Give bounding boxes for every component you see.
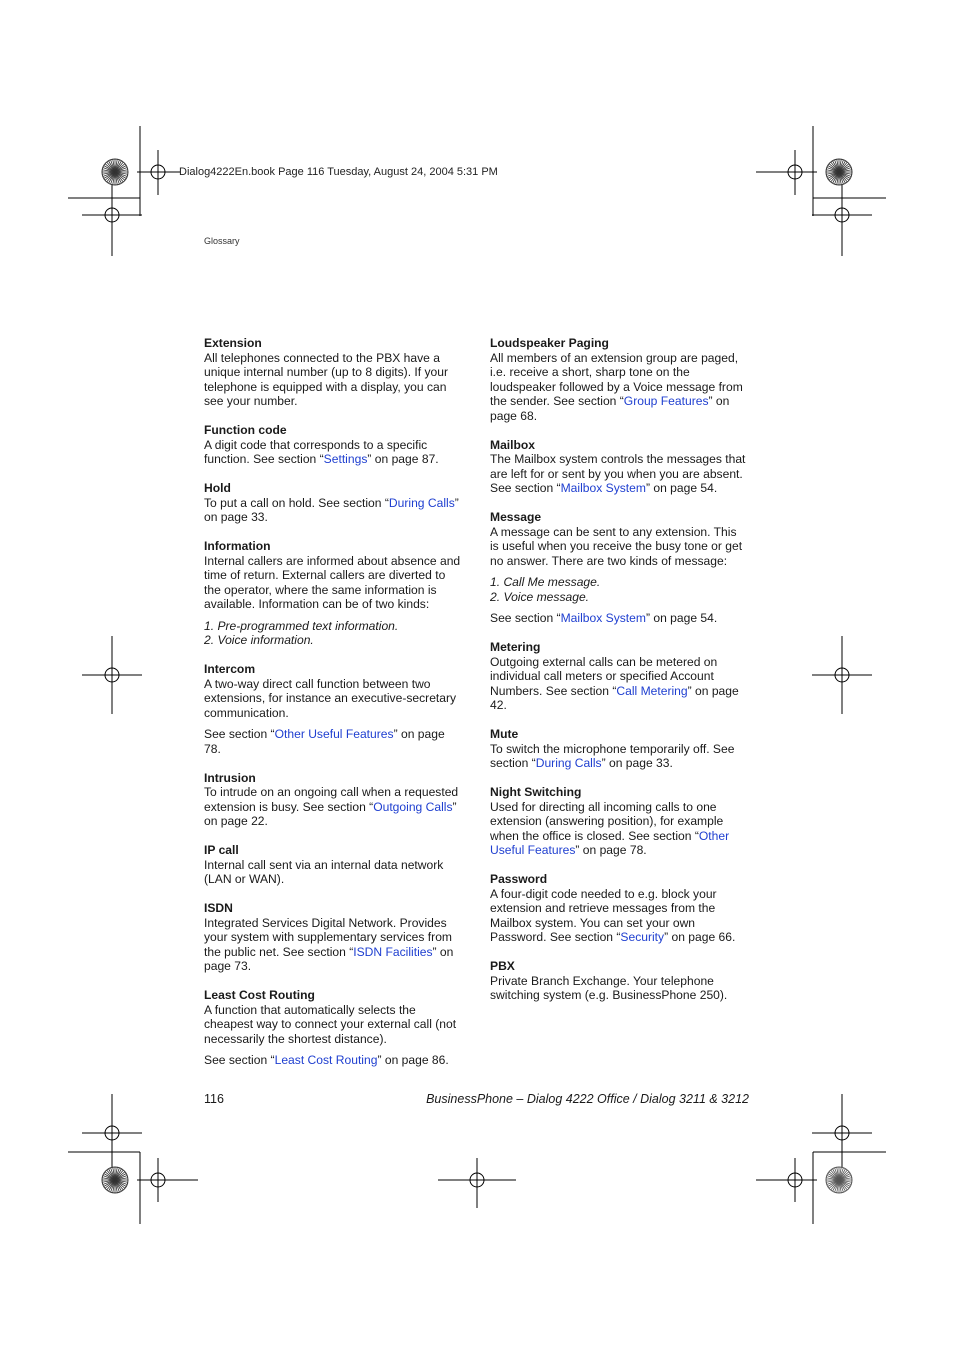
definition-text: To intrude on an ongoing call when a requested extension is busy. See section “	[204, 785, 459, 814]
glossary-term: Loudspeaker Paging	[490, 336, 609, 350]
glossary-definition	[204, 1003, 462, 1068]
glossary-term: Intrusion	[204, 770, 256, 785]
definition-list	[204, 619, 462, 648]
cross-reference-link[interactable]: Settings	[323, 452, 368, 466]
glossary-entry	[204, 843, 462, 887]
definition-text: ” on page 87.	[367, 452, 439, 466]
registration-starburst-icon	[826, 1167, 852, 1193]
glossary-entry	[490, 438, 748, 496]
glossary-definition	[490, 655, 748, 713]
glossary-term: Metering	[490, 640, 541, 654]
glossary-entry	[204, 988, 462, 1068]
definition-paragraph	[490, 887, 748, 945]
cross-reference-link[interactable]: Call Metering	[616, 683, 688, 698]
definition-paragraph	[490, 351, 748, 424]
glossary-entry	[204, 423, 462, 467]
glossary-entry	[204, 481, 462, 525]
glossary-entry	[490, 336, 748, 423]
glossary-definition	[204, 858, 462, 887]
definition-text: ” on page 54.	[645, 611, 718, 625]
definition-text: ” on page 68.	[490, 394, 730, 423]
definition-paragraph	[490, 742, 748, 771]
cross-reference-link[interactable]: During Calls	[535, 756, 602, 770]
definition-text: ” on page 78.	[204, 727, 445, 756]
glossary-definition	[204, 554, 462, 648]
glossary-definition	[204, 677, 462, 757]
definition-text: ” on page 33.	[601, 756, 673, 770]
definition-text: See section “	[490, 611, 561, 625]
definition-paragraph	[490, 655, 748, 713]
definition-text: See section “	[204, 727, 275, 741]
definition-text: ” on page 54.	[645, 481, 718, 495]
definition-text: ” on page 33.	[204, 495, 459, 524]
definition-paragraph	[204, 785, 462, 829]
glossary-entry	[204, 539, 462, 648]
glossary-term: Extension	[204, 336, 262, 350]
cross-reference-link[interactable]: Least Cost Routing	[274, 1053, 378, 1067]
list-item: 2. Voice message.	[490, 589, 590, 604]
definition-text: A function that automatically selects the cheapest way to connect your external call (not necessarily the shortest distance).	[204, 1002, 457, 1046]
definition-text: ” on page 86.	[377, 1053, 449, 1067]
cross-reference-link[interactable]: Security	[620, 930, 665, 944]
definition-text: Integrated Services Digital Network. Provides your system with supplementary services from the public net. See section “	[204, 915, 452, 959]
glossary-term: Least Cost Routing	[204, 988, 315, 1002]
glossary-entry	[490, 510, 748, 626]
glossary-term: Mailbox	[490, 437, 536, 452]
definition-text: ” on page 78.	[575, 843, 647, 857]
definition-paragraph	[204, 438, 462, 467]
glossary-term: ISDN	[204, 901, 233, 915]
definition-paragraph	[204, 351, 462, 409]
definition-paragraph	[204, 496, 462, 525]
glossary-column-right	[490, 336, 748, 1017]
glossary-term: Function code	[204, 423, 287, 437]
definition-text: To switch the microphone temporarily off. See section “	[490, 741, 735, 770]
definition-text: A four-digit code needed to e.g. block your extension and retrieve messages from the Mailbox system. You can set your own Password. See section “	[490, 886, 717, 944]
definition-paragraph	[490, 452, 748, 496]
definition-text: All members of an extension group are paged, i.e. receive a short, sharp tone on the loudspeaker followed by a Voice message from the sender. See section “	[490, 350, 743, 408]
definition-paragraph	[204, 727, 462, 756]
glossary-definition	[490, 525, 748, 626]
glossary-definition	[204, 496, 462, 525]
cross-reference-link[interactable]: During Calls	[388, 495, 455, 510]
cross-reference-link[interactable]: Outgoing Calls	[373, 799, 453, 814]
glossary-definition	[490, 452, 748, 496]
book-title: BusinessPhone – Dialog 4222 Office / Dialog 3211 & 3212	[426, 1092, 749, 1106]
glossary-definition	[204, 351, 462, 409]
cross-reference-link[interactable]: ISDN Facilities	[353, 944, 433, 959]
section-label: Glossary	[204, 236, 240, 246]
glossary-term: Night Switching	[490, 785, 582, 799]
glossary-entry	[490, 872, 748, 945]
definition-text: Internal callers are informed about absence and time of return. External callers are diverted to the operator, where the same information is available. Information can be of two kinds:	[204, 553, 461, 611]
definition-paragraph	[204, 858, 462, 887]
cross-reference-link[interactable]: Group Features	[623, 394, 709, 408]
definition-text: A digit code that corresponds to a specific function. See section “	[204, 437, 428, 466]
glossary-entry	[204, 771, 462, 829]
glossary-term: IP call	[204, 843, 239, 857]
definition-paragraph	[490, 800, 748, 858]
definition-text: Outgoing external calls can be metered on individual call meters or specified Account Numbers. See section “	[490, 654, 718, 698]
definition-list	[490, 575, 748, 604]
glossary-entry	[204, 901, 462, 974]
page-number: 116	[204, 1092, 224, 1106]
glossary-term: Message	[490, 510, 542, 524]
definition-text: ” on page 73.	[204, 944, 454, 973]
glossary-column-left	[204, 336, 462, 1082]
list-item: 1. Pre-programmed text information.	[204, 618, 399, 633]
definition-text: Used for directing all incoming calls to one extension (answering position), for example when the office is closed. See section “	[490, 799, 724, 843]
list-item: 2. Voice information.	[204, 633, 314, 647]
glossary-term: Hold	[204, 481, 231, 495]
registration-starburst-icon	[826, 159, 852, 185]
glossary-definition	[204, 438, 462, 467]
glossary-definition	[204, 916, 462, 974]
glossary-term: Password	[490, 872, 548, 886]
definition-text: All telephones connected to the PBX have a unique internal number (up to 8 digits). If your telephone is equipped with a display, you can see your number.	[204, 350, 449, 408]
cross-reference-link[interactable]: Other Useful Features	[274, 727, 394, 741]
cross-reference-link[interactable]: Mailbox System	[560, 611, 646, 625]
glossary-definition	[490, 742, 748, 771]
definition-paragraph	[490, 974, 748, 1003]
definition-text: A message can be sent to any extension. This is useful when you receive the busy tone or get no answer. There are two kinds of message:	[490, 524, 743, 568]
definition-text: Private Branch Exchange. Your telephone switching system (e.g. BusinessPhone 250).	[490, 973, 728, 1002]
glossary-definition	[490, 800, 748, 858]
definition-paragraph	[204, 1053, 462, 1068]
definition-paragraph	[490, 611, 748, 626]
cross-reference-link[interactable]: Mailbox System	[560, 481, 646, 495]
definition-paragraph	[204, 554, 462, 612]
definition-text: Internal call sent via an internal data network (LAN or WAN).	[204, 857, 444, 886]
glossary-entry	[490, 640, 748, 713]
glossary-term: Information	[204, 539, 271, 553]
definition-paragraph	[490, 525, 748, 569]
glossary-definition	[490, 887, 748, 945]
definition-text: ” on page 42.	[490, 683, 739, 712]
glossary-term: Intercom	[204, 662, 256, 676]
definition-paragraph	[204, 677, 462, 721]
definition-text: The Mailbox system controls the messages that are left for or sent by you when you are absent. See section “	[490, 452, 746, 495]
glossary-entry	[204, 336, 462, 409]
glossary-term: PBX	[490, 959, 515, 973]
glossary-entry	[204, 662, 462, 756]
glossary-definition	[490, 974, 748, 1003]
glossary-entry	[490, 785, 748, 858]
glossary-definition	[490, 351, 748, 424]
definition-text: To put a call on hold. See section “	[204, 495, 389, 510]
definition-paragraph	[204, 916, 462, 974]
definition-text: ” on page 66.	[664, 930, 736, 944]
glossary-entry	[490, 727, 748, 771]
definition-paragraph	[204, 1003, 462, 1047]
definition-text: See section “	[204, 1053, 275, 1067]
list-item: 1. Call Me message.	[490, 575, 601, 589]
definition-text: ” on page 22.	[204, 799, 457, 828]
glossary-entry	[490, 959, 748, 1003]
cross-reference-link[interactable]: Other Useful Features	[490, 828, 730, 857]
registration-starburst-icon	[102, 1167, 128, 1193]
definition-text: A two-way direct call function between two extensions, for instance an executive-secretary communication.	[204, 676, 457, 720]
print-header: Dialog4222En.book Page 116 Tuesday, August 24, 2004 5:31 PM	[179, 166, 498, 178]
glossary-term: Mute	[490, 727, 519, 741]
glossary-definition	[204, 785, 462, 829]
registration-starburst-icon	[102, 159, 128, 185]
